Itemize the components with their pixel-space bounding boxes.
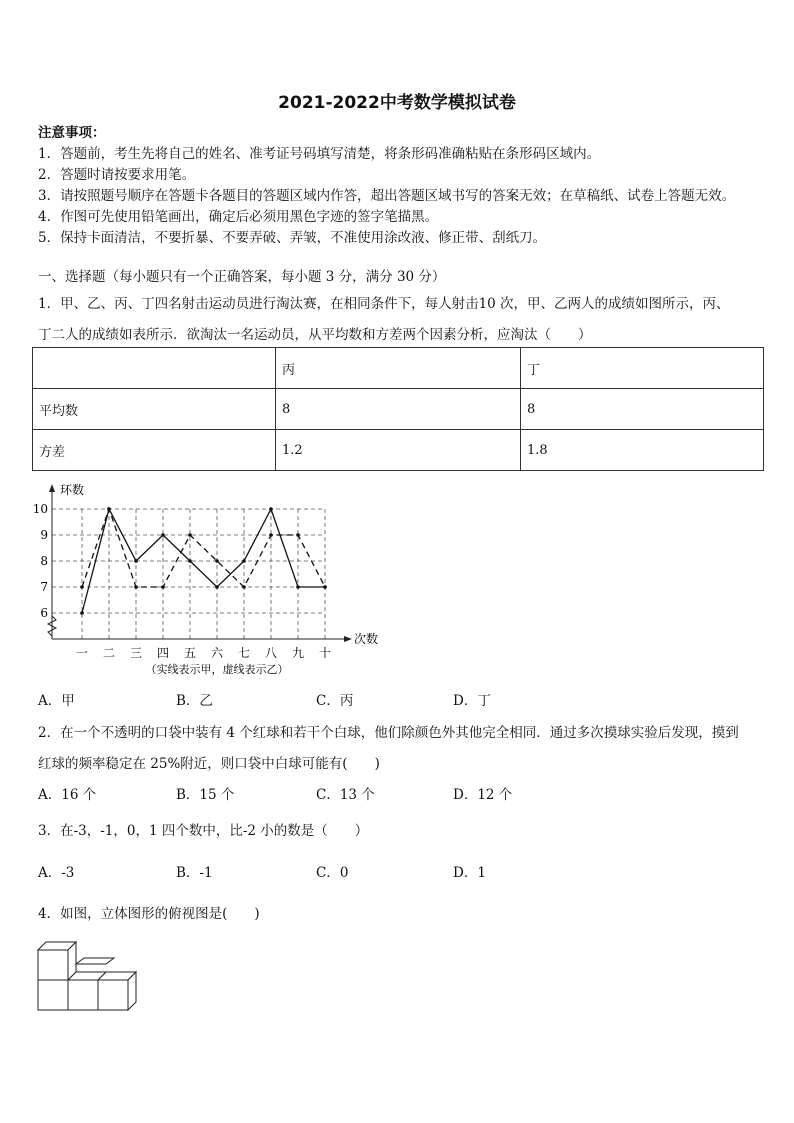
y-axis-label: 环数 bbox=[60, 483, 85, 497]
note-item: 5．保持卡面清洁，不要折暴、不要弄破、弄皱，不准使用涂改液、修正带、刮纸刀。 bbox=[38, 230, 547, 246]
cube-figure bbox=[36, 936, 146, 1014]
question-1-text: 1．甲、乙、丙、丁四名射击运动员进行淘汰赛，在相同条件下，每人射击10 次，甲、乙两人的成绩如图所示，丙、 bbox=[38, 296, 730, 312]
score-line-chart bbox=[32, 478, 392, 678]
table-cell: 1.8 bbox=[521, 430, 764, 471]
y-tick-label: 10 bbox=[32, 502, 48, 516]
data-point bbox=[242, 559, 246, 563]
table-cell: 平均数 bbox=[33, 389, 276, 430]
y-tick-label: 6 bbox=[40, 606, 48, 620]
data-point bbox=[242, 585, 246, 589]
series-line-1 bbox=[82, 509, 325, 587]
page-title: 2021-2022中考数学模拟试卷 bbox=[278, 93, 516, 113]
option-a[interactable]: A．-3 bbox=[38, 865, 75, 881]
data-point bbox=[215, 585, 219, 589]
x-tick-label: 九 bbox=[291, 646, 305, 660]
notes-heading: 注意事项： bbox=[38, 125, 106, 141]
x-tick-label: 十 bbox=[318, 646, 332, 660]
question-4-text: 4．如图，立体图形的俯视图是( ) bbox=[38, 906, 260, 922]
cube-face bbox=[68, 980, 98, 1010]
table-cell bbox=[33, 348, 276, 389]
data-point bbox=[134, 559, 138, 563]
x-axis-label: 次数 bbox=[354, 632, 379, 646]
option-a[interactable]: A．甲 bbox=[38, 693, 75, 709]
y-axis-arrow bbox=[49, 484, 55, 492]
table-cell: 1.2 bbox=[276, 430, 521, 471]
note-item: 2．答题时请按要求用笔。 bbox=[38, 167, 196, 183]
option-b[interactable]: B．15 个 bbox=[176, 787, 235, 803]
table-cell: 丁 bbox=[521, 348, 764, 389]
option-c[interactable]: C．13 个 bbox=[316, 787, 375, 803]
data-point bbox=[134, 585, 138, 589]
data-point bbox=[323, 585, 327, 589]
cube-face bbox=[38, 950, 68, 980]
option-c[interactable]: C．丙 bbox=[316, 693, 354, 709]
option-b[interactable]: B．-1 bbox=[176, 865, 213, 881]
table-cell: 8 bbox=[521, 389, 764, 430]
note-item: 3．请按照题号顺序在答题卡各题目的答题区域内作答，超出答题区域书写的答案无效；在草稿纸、试卷上答题无效。 bbox=[38, 188, 736, 204]
option-c[interactable]: C．0 bbox=[316, 865, 349, 881]
data-point bbox=[215, 559, 219, 563]
data-point bbox=[296, 533, 300, 537]
x-tick-label: 八 bbox=[264, 646, 278, 660]
data-point bbox=[296, 585, 300, 589]
x-tick-label: 五 bbox=[183, 646, 197, 660]
table-cell: 方差 bbox=[33, 430, 276, 471]
data-point bbox=[269, 533, 273, 537]
y-tick-label: 7 bbox=[40, 580, 48, 594]
cube-face bbox=[76, 958, 114, 964]
option-d[interactable]: D．丁 bbox=[453, 693, 491, 709]
x-tick-label: 一 bbox=[75, 646, 89, 660]
table-row bbox=[33, 389, 764, 430]
data-point bbox=[107, 507, 111, 511]
note-item: 1．答题前，考生先将自己的姓名、准考证号码填写清楚，将条形码准确粘贴在条形码区域内。 bbox=[38, 146, 601, 162]
option-b[interactable]: B．乙 bbox=[176, 693, 213, 709]
section-heading: 一、选择题（每小题只有一个正确答案，每小题 3 分，满分 30 分） bbox=[38, 269, 446, 285]
note-item: 4．作图可先使用铅笔画出，确定后必须用黑色字迹的签字笔描黑。 bbox=[38, 209, 439, 225]
data-point bbox=[161, 585, 165, 589]
x-tick-label: 三 bbox=[129, 646, 143, 660]
question-3-text: 3．在-3，-1，0，1 四个数中，比-2 小的数是（ ） bbox=[38, 823, 369, 839]
data-point bbox=[188, 533, 192, 537]
y-tick-label: 9 bbox=[40, 528, 48, 542]
cube-face bbox=[98, 980, 128, 1010]
table-row bbox=[33, 430, 764, 471]
option-a[interactable]: A．16 个 bbox=[38, 787, 97, 803]
question-2-text: 2．在一个不透明的口袋中装有 4 个红球和若干个白球，他们除颜色外其他完全相同．通过多次摸球实验后发现，摸到 bbox=[38, 725, 739, 741]
x-tick-label: 二 bbox=[102, 646, 116, 660]
cube-face bbox=[38, 980, 68, 1010]
question-2-text-2: 红球的频率稳定在 25%附近，则口袋中白球可能有( ) bbox=[38, 756, 380, 772]
data-point bbox=[80, 611, 84, 615]
question-1-text-2: 丁二人的成绩如表所示．欲淘汰一名运动员，从平均数和方差两个因素分析，应淘汰（ ） bbox=[38, 327, 592, 343]
option-d[interactable]: D．12 个 bbox=[453, 787, 513, 803]
data-point bbox=[269, 507, 273, 511]
table-cell: 丙 bbox=[276, 348, 521, 389]
chart-caption: （实线表示甲，虚线表示乙） bbox=[145, 663, 289, 676]
data-point bbox=[161, 533, 165, 537]
y-tick-label: 8 bbox=[40, 554, 48, 568]
x-tick-label: 七 bbox=[237, 646, 251, 660]
data-point bbox=[80, 585, 84, 589]
table-cell: 8 bbox=[276, 389, 521, 430]
score-table bbox=[32, 347, 764, 471]
data-point bbox=[188, 559, 192, 563]
option-d[interactable]: D．1 bbox=[453, 865, 486, 881]
x-tick-label: 六 bbox=[210, 646, 224, 660]
table-row bbox=[33, 348, 764, 389]
x-tick-label: 四 bbox=[156, 646, 170, 660]
x-axis-arrow bbox=[344, 636, 352, 642]
